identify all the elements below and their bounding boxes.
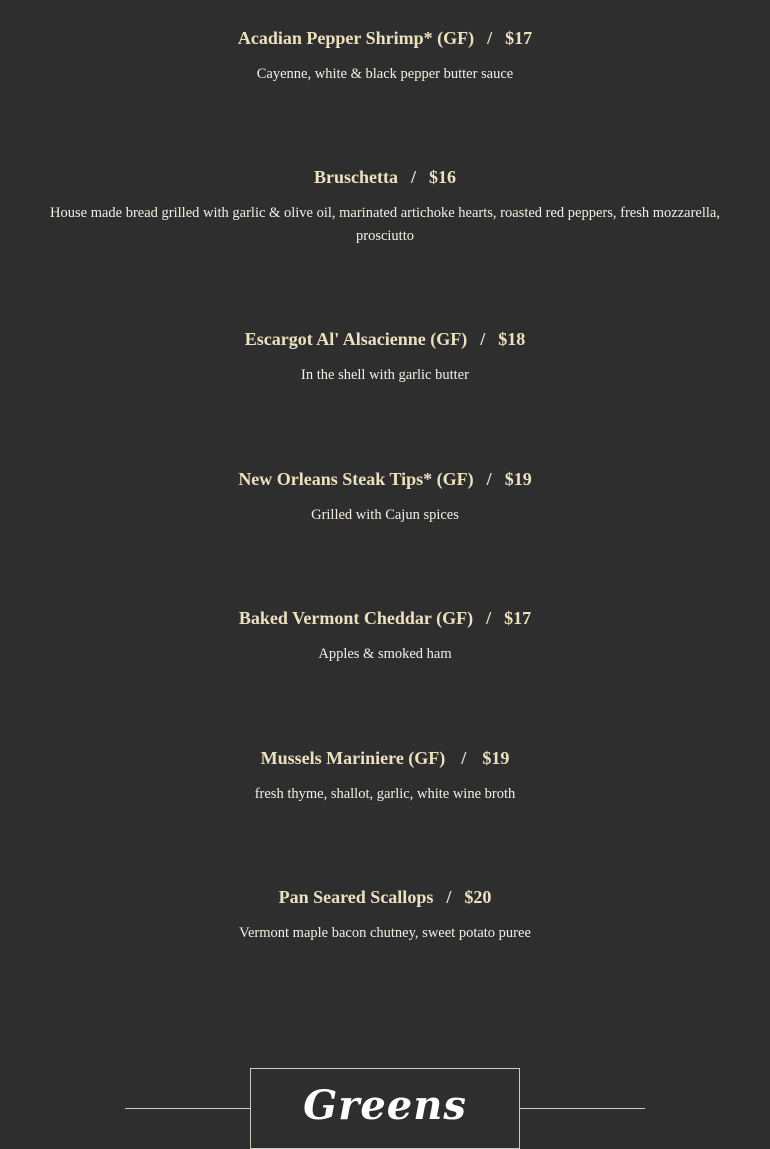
menu-item-separator: / xyxy=(410,167,416,187)
menu-item-name: Acadian Pepper Shrimp* (GF) xyxy=(237,28,475,48)
menu-item-mussels-mariniere xyxy=(0,747,770,806)
menu-item-price: $18 xyxy=(498,329,526,349)
menu-item-price: $16 xyxy=(429,167,456,187)
menu-item-header xyxy=(0,328,770,350)
menu-item-name: Pan Seared Scallops xyxy=(278,887,434,907)
menu-item-price: $19 xyxy=(482,748,510,768)
menu-item-description: In the shell with garlic butter xyxy=(301,367,469,383)
menu-item-price: $17 xyxy=(505,28,533,48)
menu-item-description: House made bread grilled with garlic & olive oil, marinated artichoke hearts, roasted red peppers, fresh mozzarella, prosciutto xyxy=(50,205,720,244)
menu-item-name: Baked Vermont Cheddar (GF) xyxy=(238,608,474,628)
menu-item-description: Cayenne, white & black pepper butter sauce xyxy=(256,66,514,82)
menu-item-separator: / xyxy=(487,28,493,48)
menu-item-name: Escargot Al' Alsacienne (GF) xyxy=(244,329,468,349)
menu-item-header xyxy=(0,607,770,629)
menu-item-separator: / xyxy=(486,469,492,489)
divider-left xyxy=(125,1108,250,1109)
menu-item-escargot xyxy=(0,328,770,387)
menu-item-bruschetta xyxy=(0,166,770,248)
menu-item-price: $19 xyxy=(504,469,532,489)
section-title: Greens xyxy=(303,1082,467,1129)
menu-item-name: New Orleans Steak Tips* (GF) xyxy=(238,469,474,489)
menu-item-header xyxy=(0,468,770,490)
menu-item-header xyxy=(0,747,770,769)
menu-item-description: Apples & smoked ham xyxy=(318,646,452,662)
section-heading-greens xyxy=(125,1068,645,1149)
menu-item-price: $17 xyxy=(504,608,532,628)
menu-item-description: Vermont maple bacon chutney, sweet potato puree xyxy=(239,925,531,941)
menu-item-new-orleans-steak-tips xyxy=(0,468,770,527)
menu-item-pan-seared-scallops xyxy=(0,886,770,945)
menu-item-separator: / xyxy=(480,329,486,349)
menu-item-separator: / xyxy=(446,887,452,907)
menu-item-acadian-pepper-shrimp xyxy=(0,27,770,86)
menu-item-header xyxy=(0,166,770,188)
menu-item-description: fresh thyme, shallot, garlic, white wine broth xyxy=(254,786,516,802)
menu-item-header xyxy=(0,27,770,49)
menu-item-separator: / xyxy=(486,608,492,628)
menu-item-separator: / xyxy=(461,748,467,768)
menu-item-description: Grilled with Cajun spices xyxy=(311,507,459,523)
menu-item-header xyxy=(0,886,770,908)
menu-item-name: Mussels Mariniere (GF) xyxy=(260,748,446,768)
divider-right xyxy=(520,1108,645,1109)
section-heading-box xyxy=(250,1068,520,1149)
menu-item-price: $20 xyxy=(464,887,492,907)
menu-item-baked-vermont-cheddar xyxy=(0,607,770,666)
menu-item-name: Bruschetta xyxy=(313,167,398,187)
